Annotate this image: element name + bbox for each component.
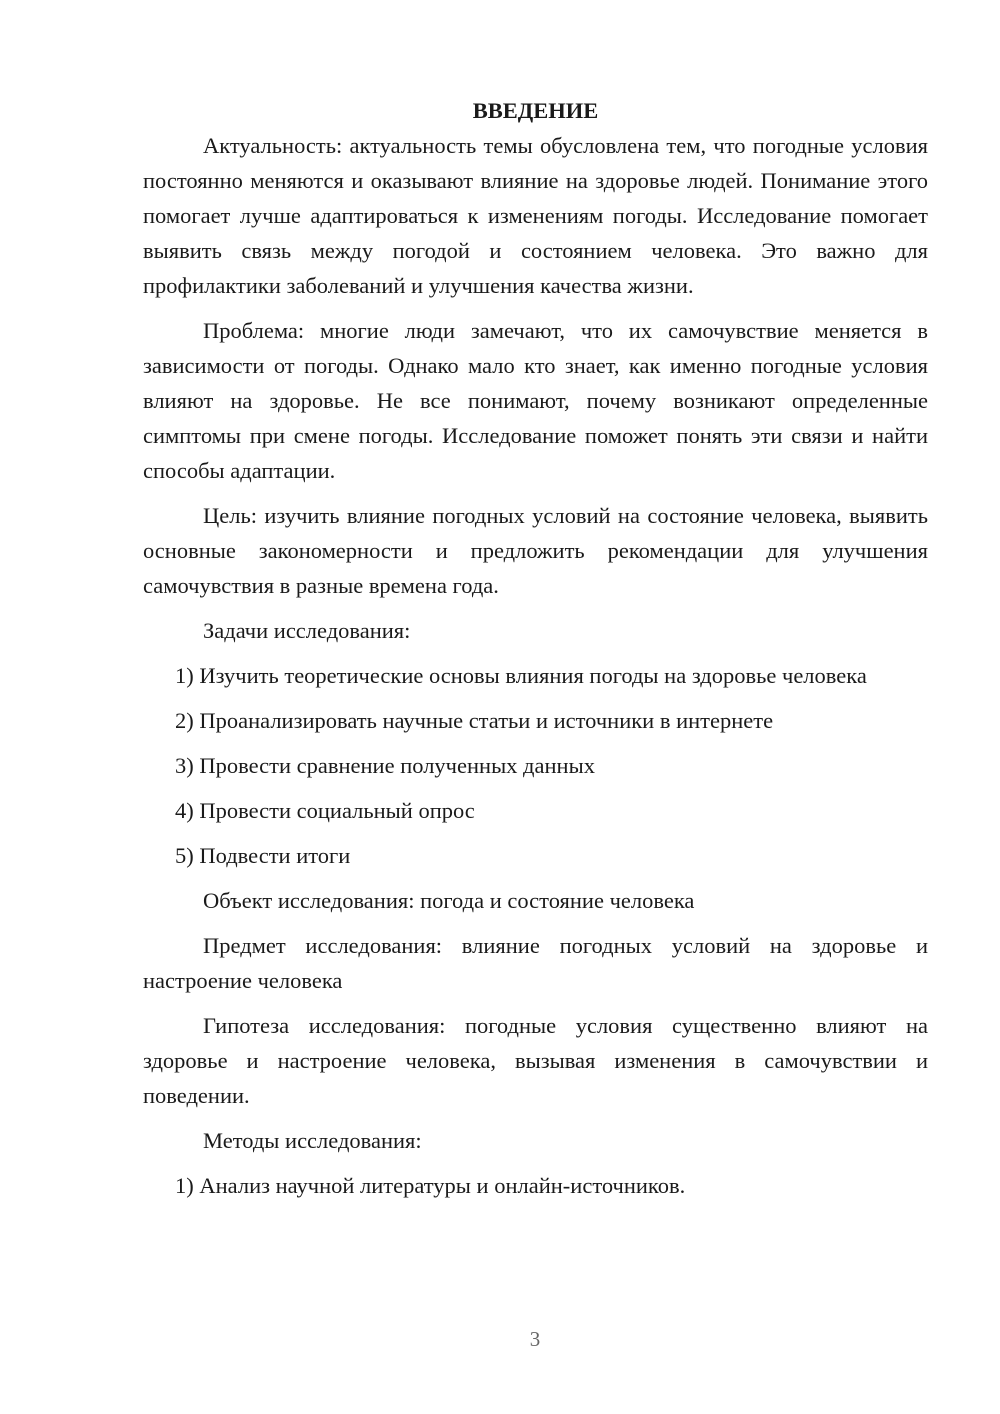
page-title: ВВЕДЕНИЕ [472, 98, 599, 123]
method-item-1: 1) Анализ научной литературы и онлайн-источников. [175, 1173, 686, 1198]
methods-heading: Методы исследования: [203, 1128, 422, 1153]
goal-paragraph: Цель: изучить влияние погодных условий на состояние человека, выявить основные закономерности и предложить рекомендации для улучшения самочувствия в разные времена года. [143, 503, 928, 598]
page-number: 3 [529, 1327, 541, 1351]
task-item-2: 2) Проанализировать научные статьи и источники в интернете [175, 708, 774, 733]
tasks-heading: Задачи исследования: [203, 618, 411, 643]
task-item-4: 4) Провести социальный опрос [175, 798, 475, 823]
relevance-paragraph: Актуальность: актуальность темы обусловлена тем, что погодные условия постоянно меняются и оказывают влияние на здоровье людей. Понимание этого помогает лучше адаптироваться к изменениям погоды. Исследование помогает выявить связь между погодой и состоянием человека. Это важно для профилактики заболеваний и улучшения качества жизни. [143, 133, 928, 298]
problem-paragraph: Проблема: многие люди замечают, что их самочувствие меняется в зависимости от погоды. Однако мало кто знает, как именно погодные условия влияют на здоровье. Не все понимают, почему возникают определенные симптомы при смене погоды. Исследование поможет понять эти связи и найти способы адаптации. [143, 318, 928, 483]
task-item-3: 3) Провести сравнение полученных данных [175, 753, 595, 778]
document-page [143, 93, 928, 1213]
object-paragraph: Объект исследования: погода и состояние человека [203, 888, 695, 913]
subject-paragraph: Предмет исследования: влияние погодных условий на здоровье и настроение человека [143, 933, 928, 993]
task-item-5: 5) Подвести итоги [175, 843, 351, 868]
hypothesis-paragraph: Гипотеза исследования: погодные условия существенно влияют на здоровье и настроение человека, вызывая изменения в самочувствии и поведении. [143, 1013, 928, 1108]
task-item-1: 1) Изучить теоретические основы влияния погоды на здоровье человека [175, 663, 867, 688]
